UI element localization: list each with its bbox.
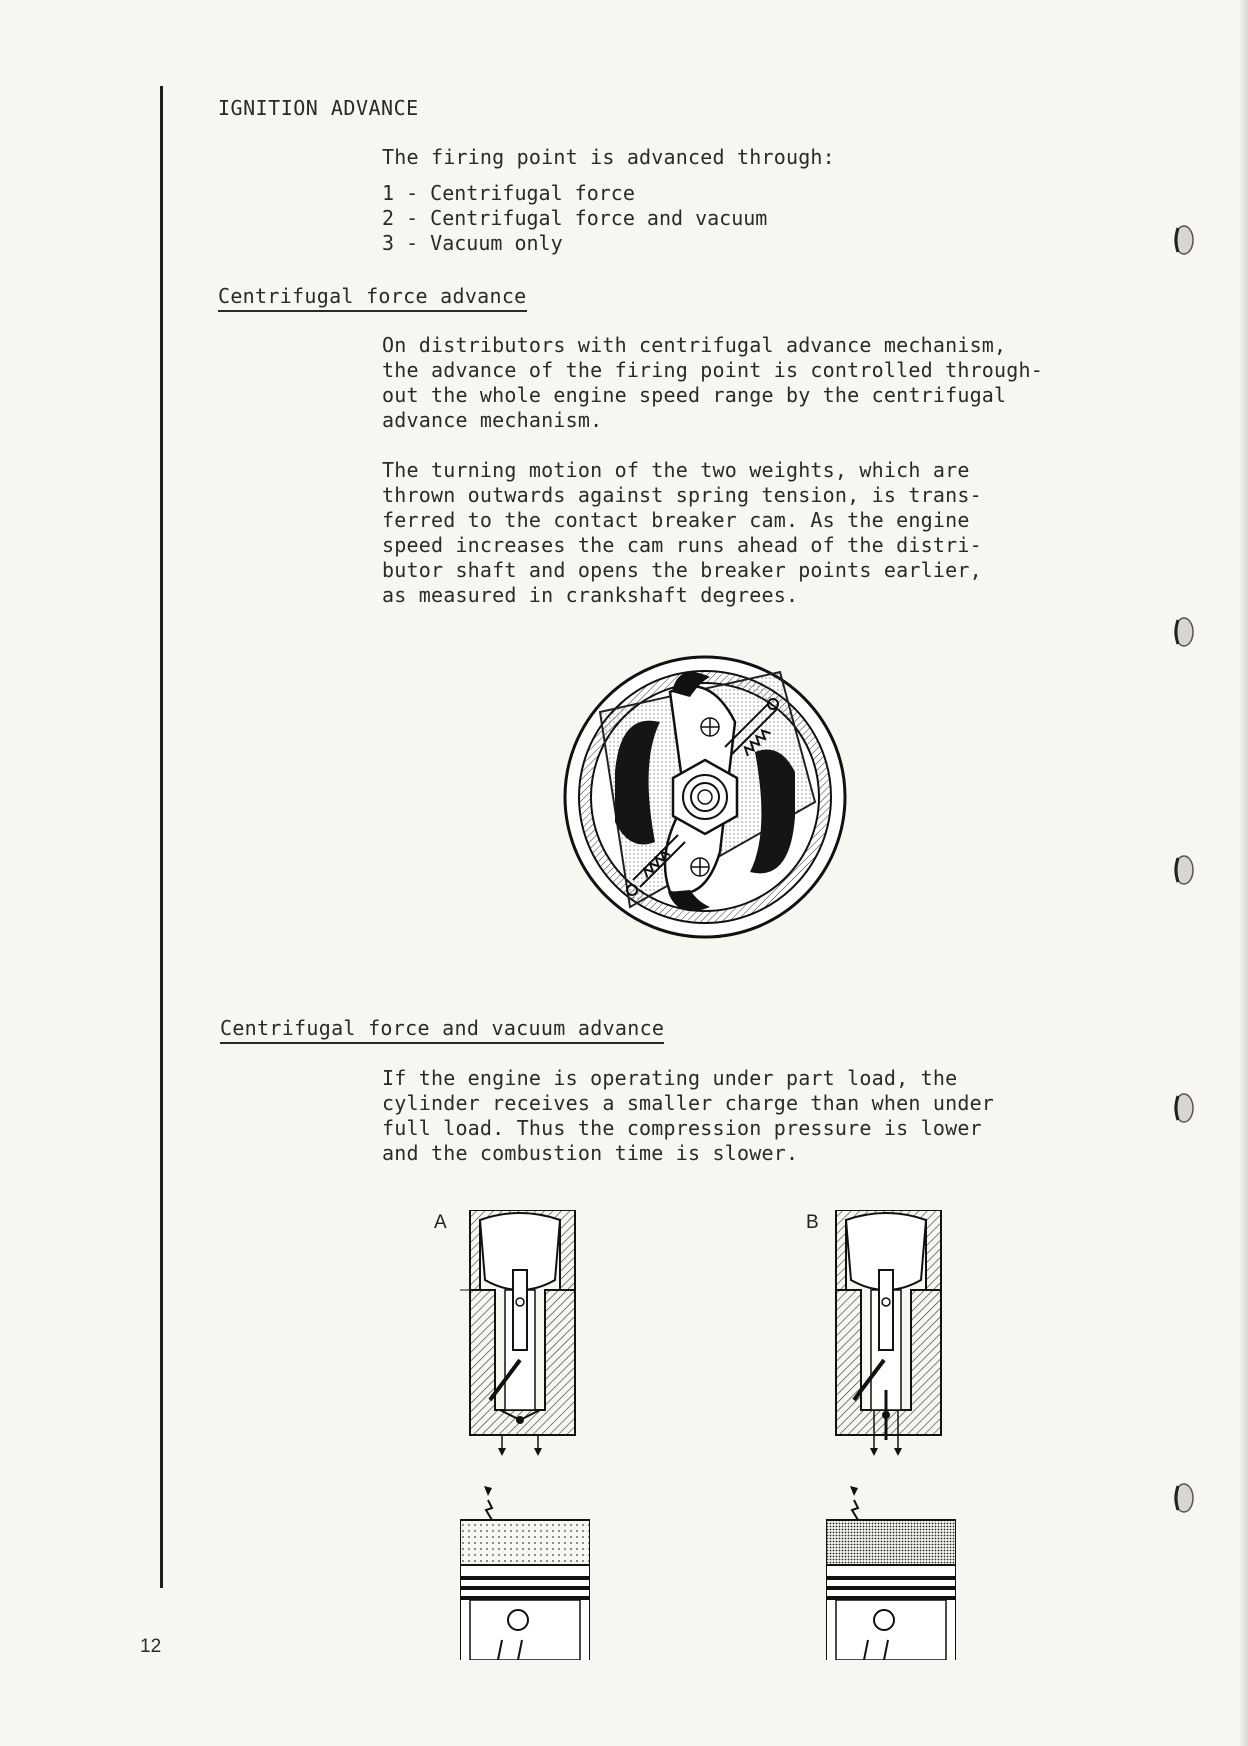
list-item: 3 - Vacuum only — [382, 231, 563, 255]
page-number: 12 — [140, 1636, 162, 1657]
punch-hole-icon — [1172, 1090, 1198, 1126]
intro-text: The firing point is advanced through: — [382, 145, 835, 169]
list-item: 1 - Centrifugal force — [382, 181, 635, 205]
figure-label-b: B — [806, 1212, 819, 1233]
figure-label-a: A — [434, 1212, 447, 1233]
cylinder-diagram-b — [826, 1210, 956, 1660]
centrifugal-mechanism-diagram — [560, 652, 850, 942]
list-item: 2 - Centrifugal force and vacuum — [382, 206, 768, 230]
centrifugal-paragraph-1: On distributors with centrifugal advance mechanism, the advance of the firing point is controlled through- out the whole engine speed range by the centrifugal advance mechanism. — [382, 333, 1044, 432]
margin-rule — [160, 86, 163, 1588]
punch-hole-icon — [1172, 614, 1198, 650]
advance-methods-list — [382, 181, 767, 256]
punch-hole-icon — [1172, 222, 1198, 258]
punch-hole-icon — [1172, 852, 1198, 888]
page-edge-shadow — [1240, 0, 1248, 1746]
section-heading-centrifugal: Centrifugal force advance — [218, 284, 527, 312]
punch-hole-icon — [1172, 1480, 1198, 1516]
cylinder-diagram-a — [460, 1210, 590, 1660]
centrifugal-paragraph-2: The turning motion of the two weights, which are thrown outwards against spring tension, is trans- ferred to the contact breaker cam. As the engine speed increases the cam runs ahead of the distri- butor shaft and opens the breaker points earlier, as measured in crankshaft degrees. — [382, 458, 982, 607]
section-heading-vacuum: Centrifugal force and vacuum advance — [220, 1016, 664, 1044]
vacuum-paragraph-1: If the engine is operating under part load, the cylinder receives a smaller charge than when under full load. Thus the compression pressure is lower and the combustion time is slower. — [382, 1066, 995, 1165]
page-title: IGNITION ADVANCE — [218, 96, 419, 120]
